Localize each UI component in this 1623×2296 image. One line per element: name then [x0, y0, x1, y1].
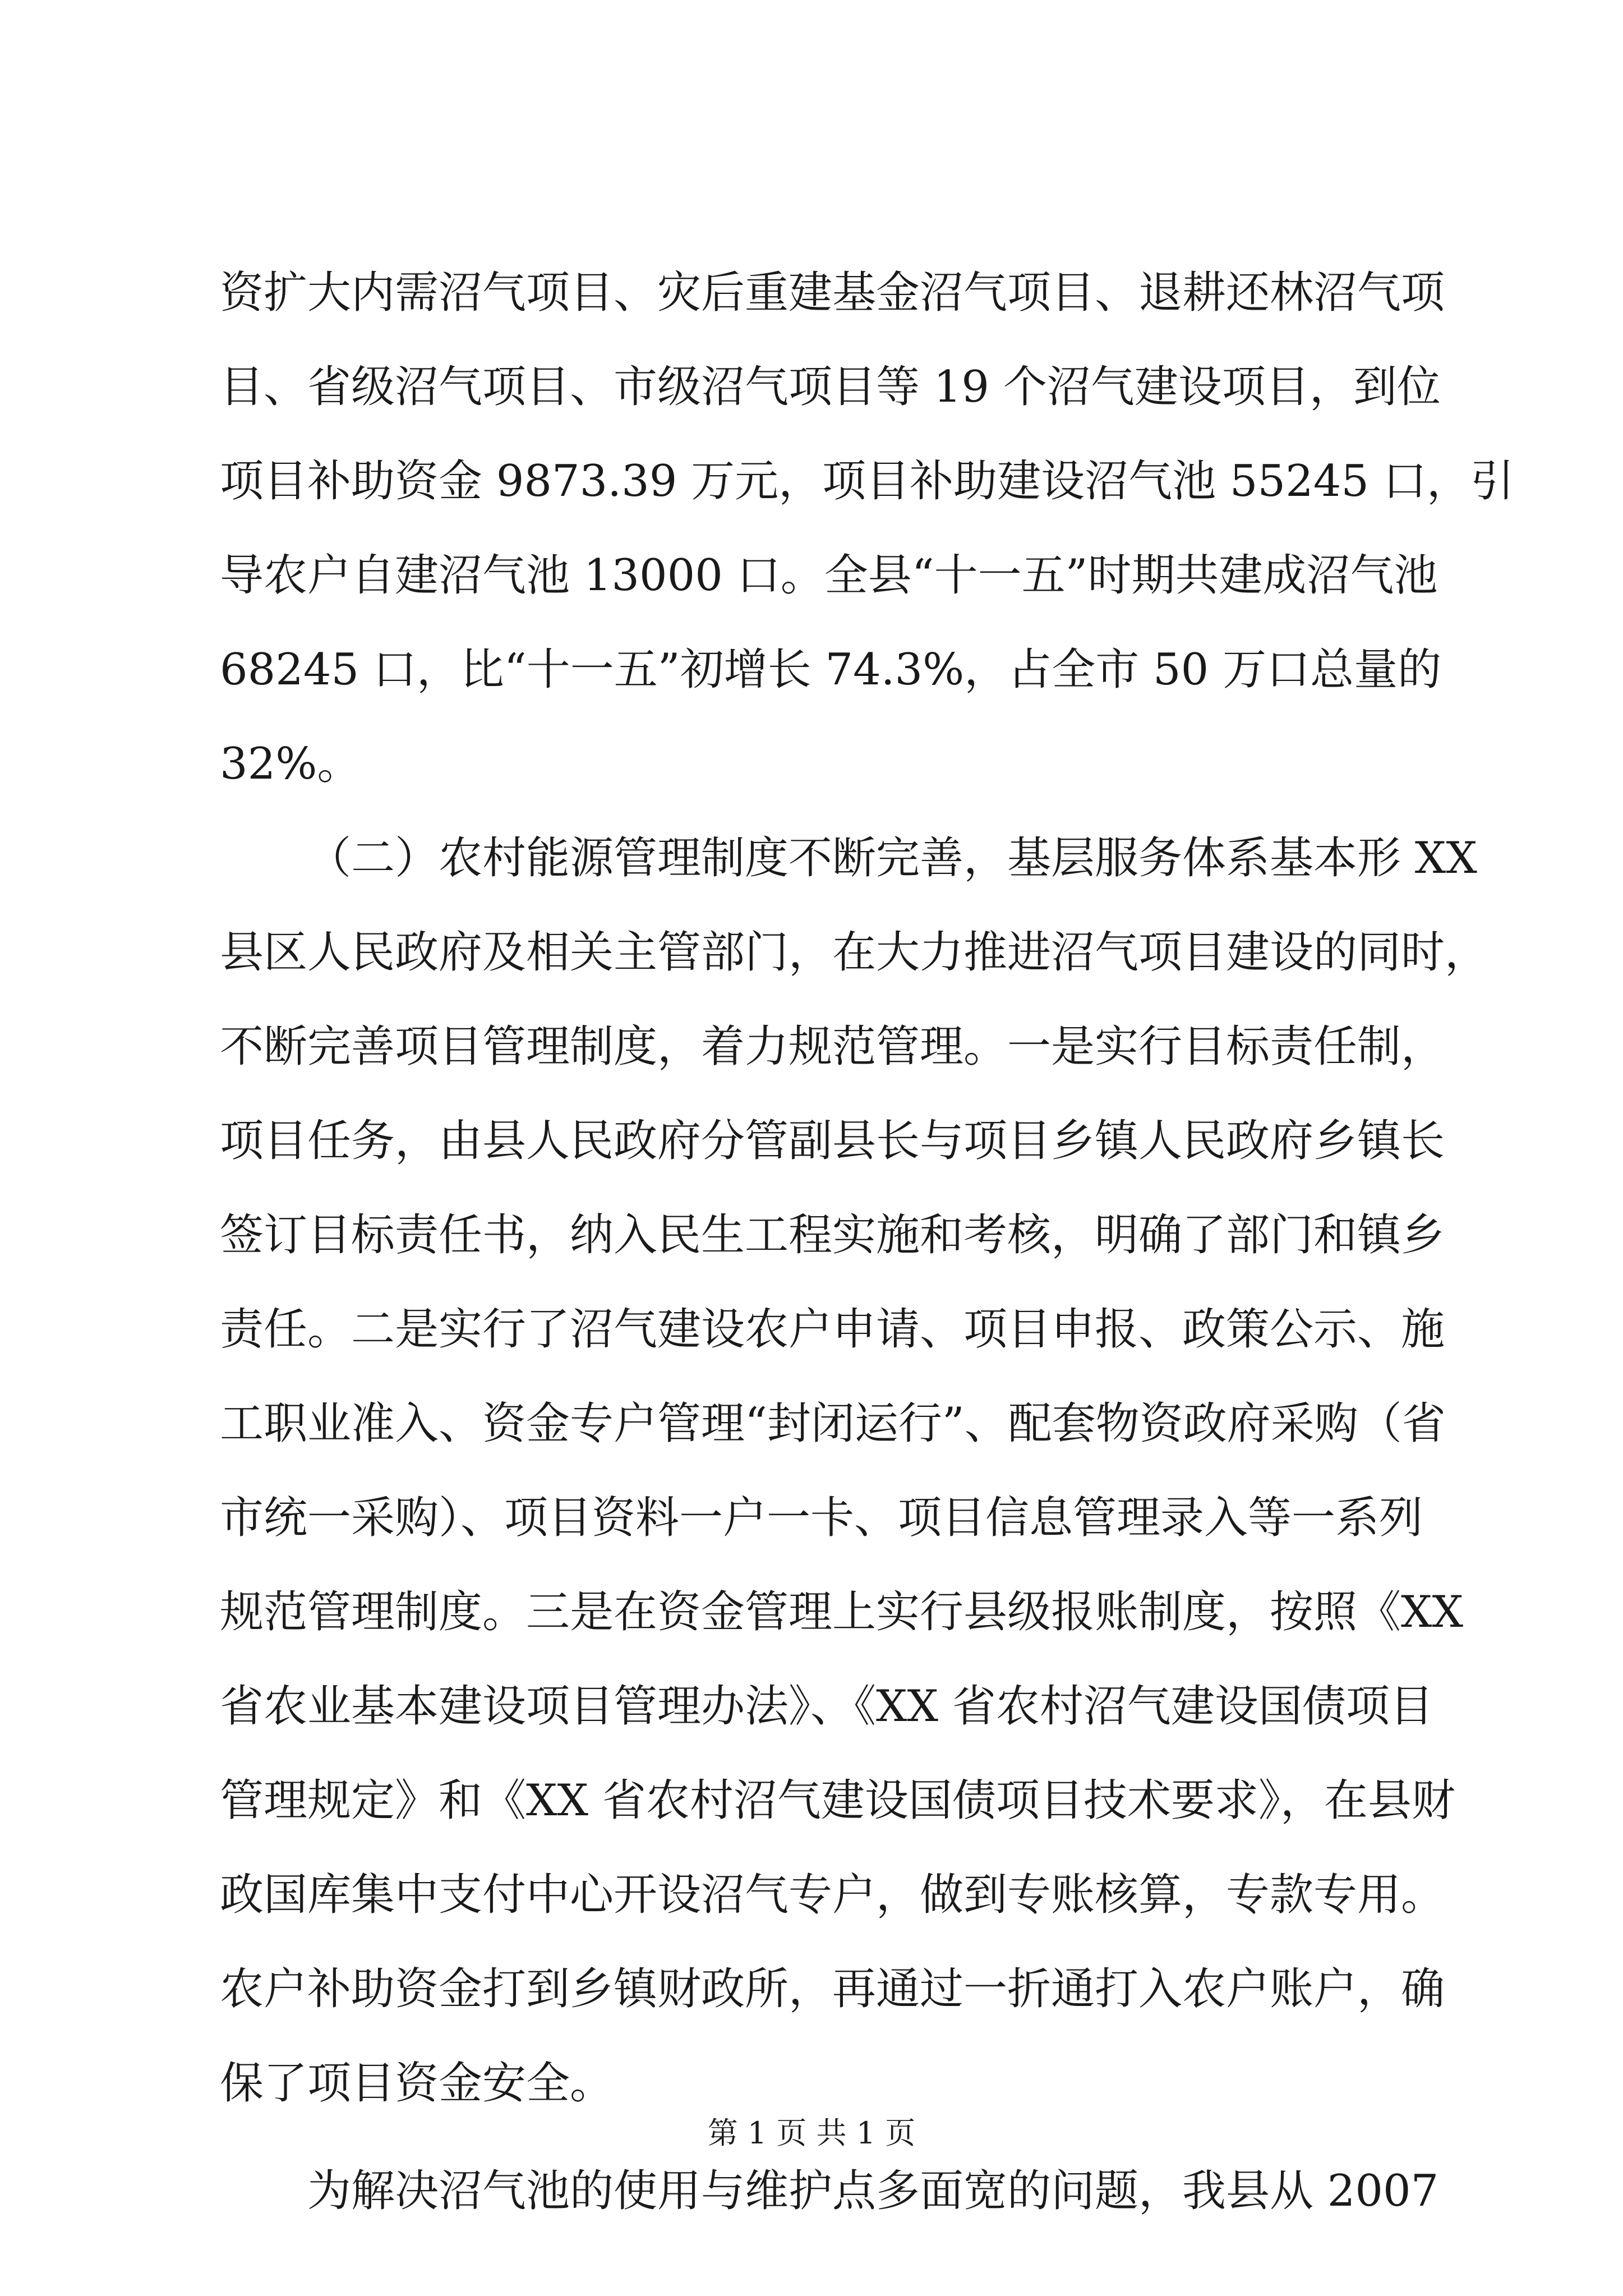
- paragraph-1: [220, 246, 1514, 811]
- text-line: 32%。: [220, 739, 361, 789]
- text-line: 工职业准入、资金专户管理“封闭运行”、配套物资政府采购（省: [220, 1398, 1446, 1449]
- text-line: （二）农村能源管理制度不断完善，基层服务体系基本形 XX: [307, 833, 1477, 884]
- text-line: 不断完善项目管理制度，着力规范管理。一是实行目标责任制，: [220, 1022, 1445, 1072]
- text-line: 目、省级沼气项目、市级沼气项目等 19 个沼气建设项目，到位: [220, 362, 1441, 412]
- text-line: 农户补助资金打到乡镇财政所，再通过一折通打入农户账户，确: [220, 1964, 1445, 2014]
- text-line: 县区人民政府及相关主管部门，在大力推进沼气项目建设的同时，: [220, 927, 1489, 978]
- text-line: 市统一采购）、项目资料一户一卡、项目信息管理录入等一系列: [220, 1493, 1423, 1543]
- text-line: 政国库集中支付中心开设沼气专户，做到专账核算，专款专用。: [220, 1870, 1445, 1920]
- text-line: 导农户自建沼气池 13000 口。全县“十一五”时期共建成沼气池: [220, 550, 1438, 601]
- page-footer: [0, 2109, 1623, 2152]
- text-line: 保了项目资金安全。: [220, 2058, 614, 2109]
- text-line: 项目任务，由县人民政府分管副县长与项目乡镇人民政府乡镇长: [220, 1116, 1445, 1166]
- document-body: [220, 246, 1514, 2238]
- text-line: 规范管理制度。三是在资金管理上实行县级报账制度，按照《XX: [220, 1587, 1464, 1637]
- text-line: 责任。二是实行了沼气建设农户申请、项目申报、政策公示、施: [220, 1304, 1445, 1355]
- paragraph-2: [220, 811, 1489, 2131]
- text-line: 签订目标责任书，纳入民生工程实施和考核，明确了部门和镇乡: [220, 1210, 1445, 1260]
- text-line: 为解决沼气池的使用与维护点多面宽的问题，我县从 2007: [307, 2166, 1439, 2216]
- text-line: 管理规定》和《XX 省农村沼气建设国债项目技术要求》，在县财: [220, 1775, 1455, 1826]
- text-line: 资扩大内需沼气项目、灾后重建基金沼气项目、退耕还林沼气项: [220, 268, 1445, 318]
- paragraph-3: [220, 2144, 1439, 2238]
- text-line: 68245 口，比“十一五”初增长 74.3%，占全市 50 万口总量的: [220, 645, 1442, 695]
- text-line: 省农业基本建设项目管理办法》、《XX 省农村沼气建设国债项目: [220, 1681, 1433, 1732]
- page-indicator: 第 1 页 共 1 页: [707, 2115, 916, 2151]
- text-line: 项目补助资金 9873.39 万元，项目补助建设沼气池 55245 口，引: [220, 456, 1514, 507]
